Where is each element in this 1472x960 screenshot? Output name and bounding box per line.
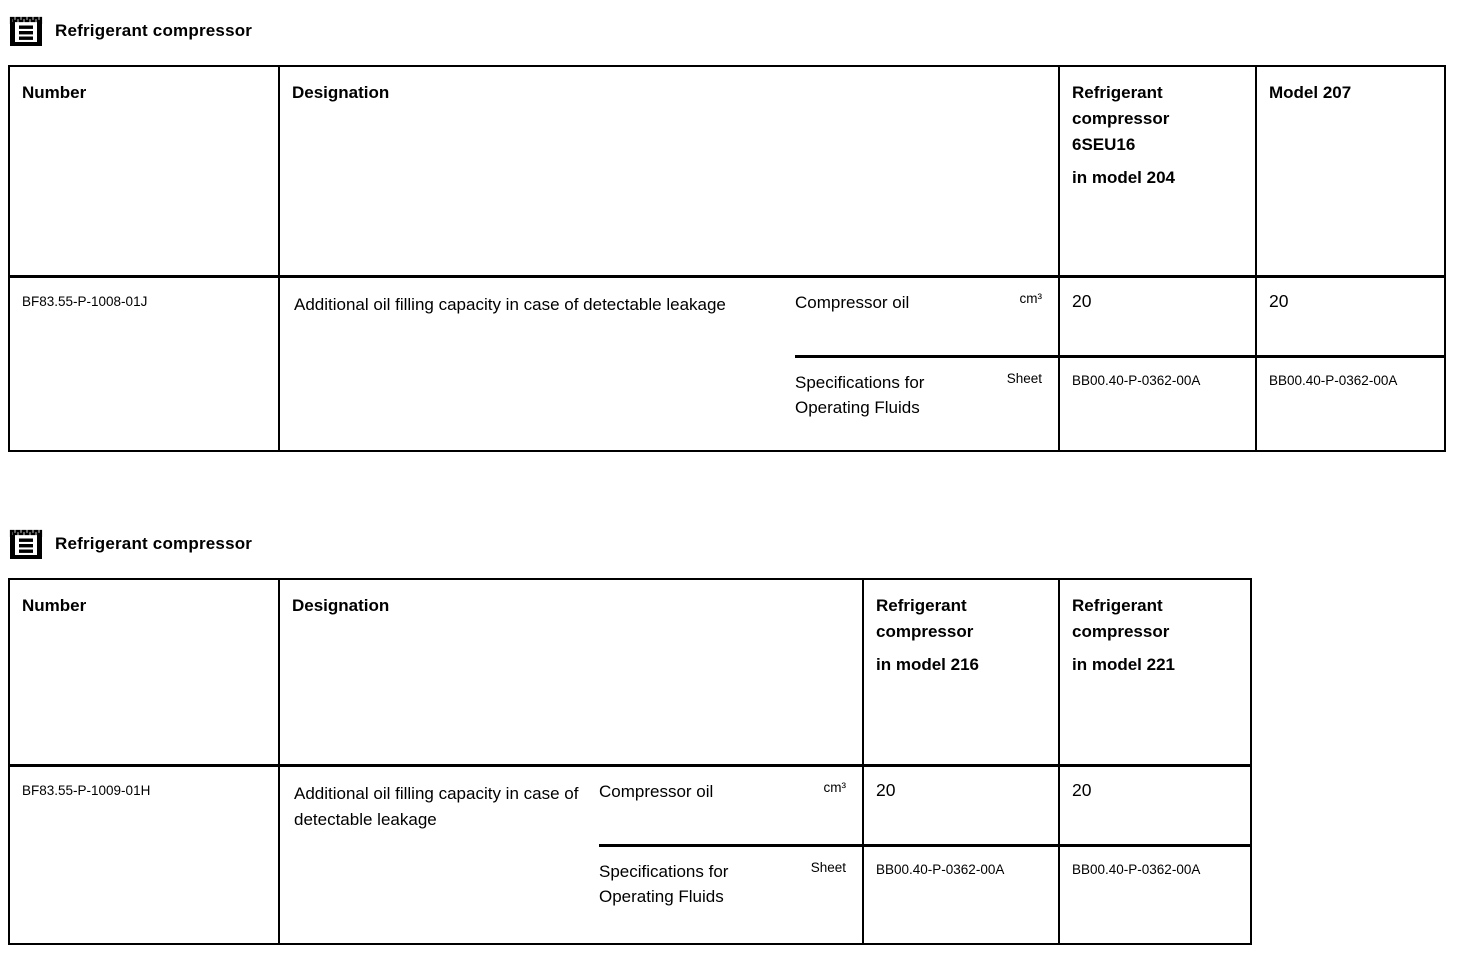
unit-label: Sheet bbox=[810, 860, 846, 875]
designation-text: Additional oil filling capacity in case of detectable leakage bbox=[278, 278, 795, 450]
sub-row-label: Compressor oil bbox=[599, 782, 714, 801]
designation-text: Additional oil filling capacity in case of detectable leakage bbox=[278, 767, 599, 943]
header-line: in model 216 bbox=[876, 655, 979, 674]
value-cell: BB00.40-P-0362-00A bbox=[864, 844, 1058, 943]
part-number: BF83.55-P-1009-01H bbox=[22, 783, 151, 798]
spec-table-1 bbox=[8, 65, 1446, 452]
header-line: Refrigerant compressor bbox=[1072, 596, 1170, 641]
column-header-model-207 bbox=[1255, 67, 1444, 275]
column-header-compressor-6seu16 bbox=[1058, 67, 1255, 275]
table-header-row bbox=[10, 580, 1250, 767]
section-title-row bbox=[8, 14, 1446, 48]
section-title: Refrigerant compressor bbox=[55, 21, 253, 40]
value-cell: BB00.40-P-0362-00A bbox=[1257, 355, 1444, 450]
value-cell: BB00.40-P-0362-00A bbox=[1060, 355, 1255, 450]
sub-row-compressor-oil bbox=[795, 278, 1058, 355]
value-cell: 20 bbox=[876, 780, 896, 800]
fluid-container-icon bbox=[8, 15, 44, 48]
sub-row-label: Specifications for Operating Fluids bbox=[795, 373, 925, 417]
sub-label-column bbox=[599, 767, 862, 943]
value-column-model-207 bbox=[1255, 278, 1444, 450]
section-title: Refrigerant compressor bbox=[55, 534, 253, 553]
value-cell: BB00.40-P-0362-00A bbox=[1060, 844, 1250, 943]
column-header-designation: Designation bbox=[278, 67, 1058, 275]
header-line: Model 207 bbox=[1269, 83, 1352, 102]
table-row bbox=[10, 767, 1250, 943]
unit-label: cm³ bbox=[1019, 291, 1042, 306]
sub-row-label: Specifications for Operating Fluids bbox=[599, 862, 729, 906]
header-line: Refrigerant compressor 6SEU16 bbox=[1072, 83, 1170, 154]
header-line: Refrigerant compressor bbox=[876, 596, 974, 641]
value-cell: 20 bbox=[1072, 780, 1092, 800]
unit-label: cm³ bbox=[823, 780, 846, 795]
value-column-model-221 bbox=[1058, 767, 1250, 943]
header-line: in model 221 bbox=[1072, 655, 1175, 674]
column-header-compressor-221 bbox=[1058, 580, 1250, 764]
section-title-row bbox=[8, 527, 1252, 561]
value-cell: 20 bbox=[1072, 291, 1092, 311]
spec-table-2 bbox=[8, 578, 1252, 945]
column-header-number: Number bbox=[22, 83, 87, 102]
value-column-model-216 bbox=[862, 767, 1058, 943]
unit-label: Sheet bbox=[1006, 371, 1042, 386]
sub-row-label: Compressor oil bbox=[795, 293, 910, 312]
part-number: BF83.55-P-1008-01J bbox=[22, 294, 148, 309]
header-line: in model 204 bbox=[1072, 168, 1175, 187]
sub-row-specifications bbox=[599, 844, 862, 943]
section-refrigerant-compressor-1 bbox=[8, 14, 1446, 452]
sub-label-column bbox=[795, 278, 1058, 450]
sub-row-specifications bbox=[795, 355, 1058, 450]
section-refrigerant-compressor-2 bbox=[8, 527, 1252, 945]
fluid-container-icon bbox=[8, 528, 44, 561]
column-header-number: Number bbox=[22, 596, 87, 615]
value-cell: 20 bbox=[1269, 291, 1289, 311]
table-header-row bbox=[10, 67, 1444, 278]
value-column-model-204 bbox=[1058, 278, 1255, 450]
table-row bbox=[10, 278, 1444, 450]
column-header-compressor-216 bbox=[862, 580, 1058, 764]
column-header-designation: Designation bbox=[278, 580, 862, 764]
sub-row-compressor-oil bbox=[599, 767, 862, 844]
